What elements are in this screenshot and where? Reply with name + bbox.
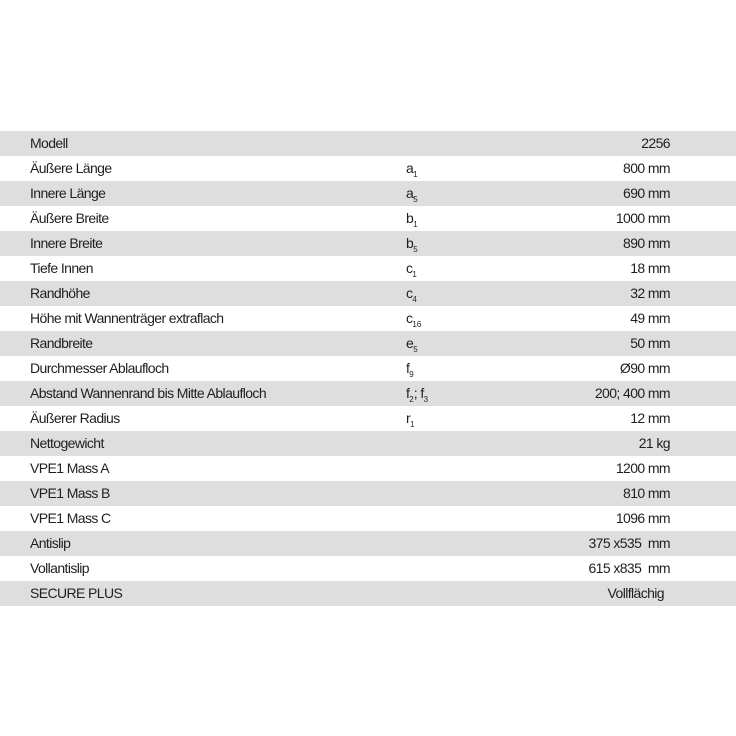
row-label: Innere Breite [30, 235, 103, 251]
row-label: Tiefe Innen [30, 260, 93, 276]
table-row [0, 456, 736, 481]
row-label: Durchmesser Ablaufloch [30, 360, 169, 376]
table-row [0, 581, 736, 606]
table-row [0, 406, 736, 431]
row-value: Vollflächig [607, 585, 664, 601]
table-row [0, 431, 736, 456]
row-symbol: $b_1$ [406, 210, 418, 229]
row-symbol: $c_1$ [406, 260, 417, 279]
row-value: 50 mm [630, 335, 670, 351]
row-label: VPE1 Mass A [30, 460, 109, 476]
table-row [0, 281, 736, 306]
row-symbol: $c_4$ [406, 285, 417, 304]
table-row [0, 506, 736, 531]
row-value: 615 x835 mm [588, 560, 670, 576]
row-value: 375 x535 mm [588, 535, 670, 551]
row-symbol: $f_9$ [406, 360, 414, 379]
row-label: Innere Länge [30, 185, 106, 201]
row-value: 1000 mm [615, 210, 670, 226]
row-value: 21 kg [638, 435, 670, 451]
row-label: Abstand Wannenrand bis Mitte Ablaufloch [30, 385, 267, 401]
table-row [0, 131, 736, 156]
row-value: 810 mm [623, 485, 670, 501]
row-symbol: $a_1$ [406, 160, 418, 179]
row-label: Vollantislip [30, 560, 89, 576]
table-row [0, 556, 736, 581]
row-label: Äußere Länge [30, 160, 112, 176]
row-value: 890 mm [623, 235, 670, 251]
row-symbol: $f_2$; $f_3$ [406, 385, 429, 404]
row-label: Randhöhe [30, 285, 90, 301]
row-label: Randbreite [30, 335, 93, 351]
row-value: 690 mm [623, 185, 670, 201]
table-row [0, 231, 736, 256]
row-value: 1096 mm [615, 510, 670, 526]
row-value: 32 mm [630, 285, 670, 301]
table-row [0, 181, 736, 206]
table-row [0, 356, 736, 381]
row-symbol: $r_1$ [406, 410, 415, 429]
row-symbol: $b_5$ [406, 235, 418, 254]
row-symbol: $a_5$ [406, 185, 418, 204]
table-row [0, 481, 736, 506]
table-row [0, 256, 736, 281]
row-symbol: $c_{16}$ [406, 310, 422, 329]
table-row [0, 156, 736, 181]
row-label: VPE1 Mass C [30, 510, 111, 526]
row-label: SECURE PLUS [30, 585, 123, 601]
table-row [0, 381, 736, 406]
row-label: Antislip [30, 535, 71, 551]
row-value: 12 mm [630, 410, 670, 426]
row-label: VPE1 Mass B [30, 485, 110, 501]
row-value: 1200 mm [615, 460, 670, 476]
table-row [0, 331, 736, 356]
spec-table [0, 131, 736, 606]
row-value: 2256 [641, 135, 670, 151]
row-value: 49 mm [630, 310, 670, 326]
row-value: 18 mm [630, 260, 670, 276]
row-label: Modell [30, 135, 68, 151]
row-label: Höhe mit Wannenträger extraflach [30, 310, 224, 326]
row-symbol: $e_5$ [406, 335, 418, 354]
row-value: 200; 400 mm [594, 385, 670, 401]
table-row [0, 531, 736, 556]
row-value: Ø90 mm [619, 360, 670, 376]
row-label: Äußere Breite [30, 210, 109, 226]
table-row [0, 206, 736, 231]
row-value: 800 mm [623, 160, 670, 176]
row-label: Nettogewicht [30, 435, 104, 451]
row-label: Äußerer Radius [30, 410, 120, 426]
table-row [0, 306, 736, 331]
